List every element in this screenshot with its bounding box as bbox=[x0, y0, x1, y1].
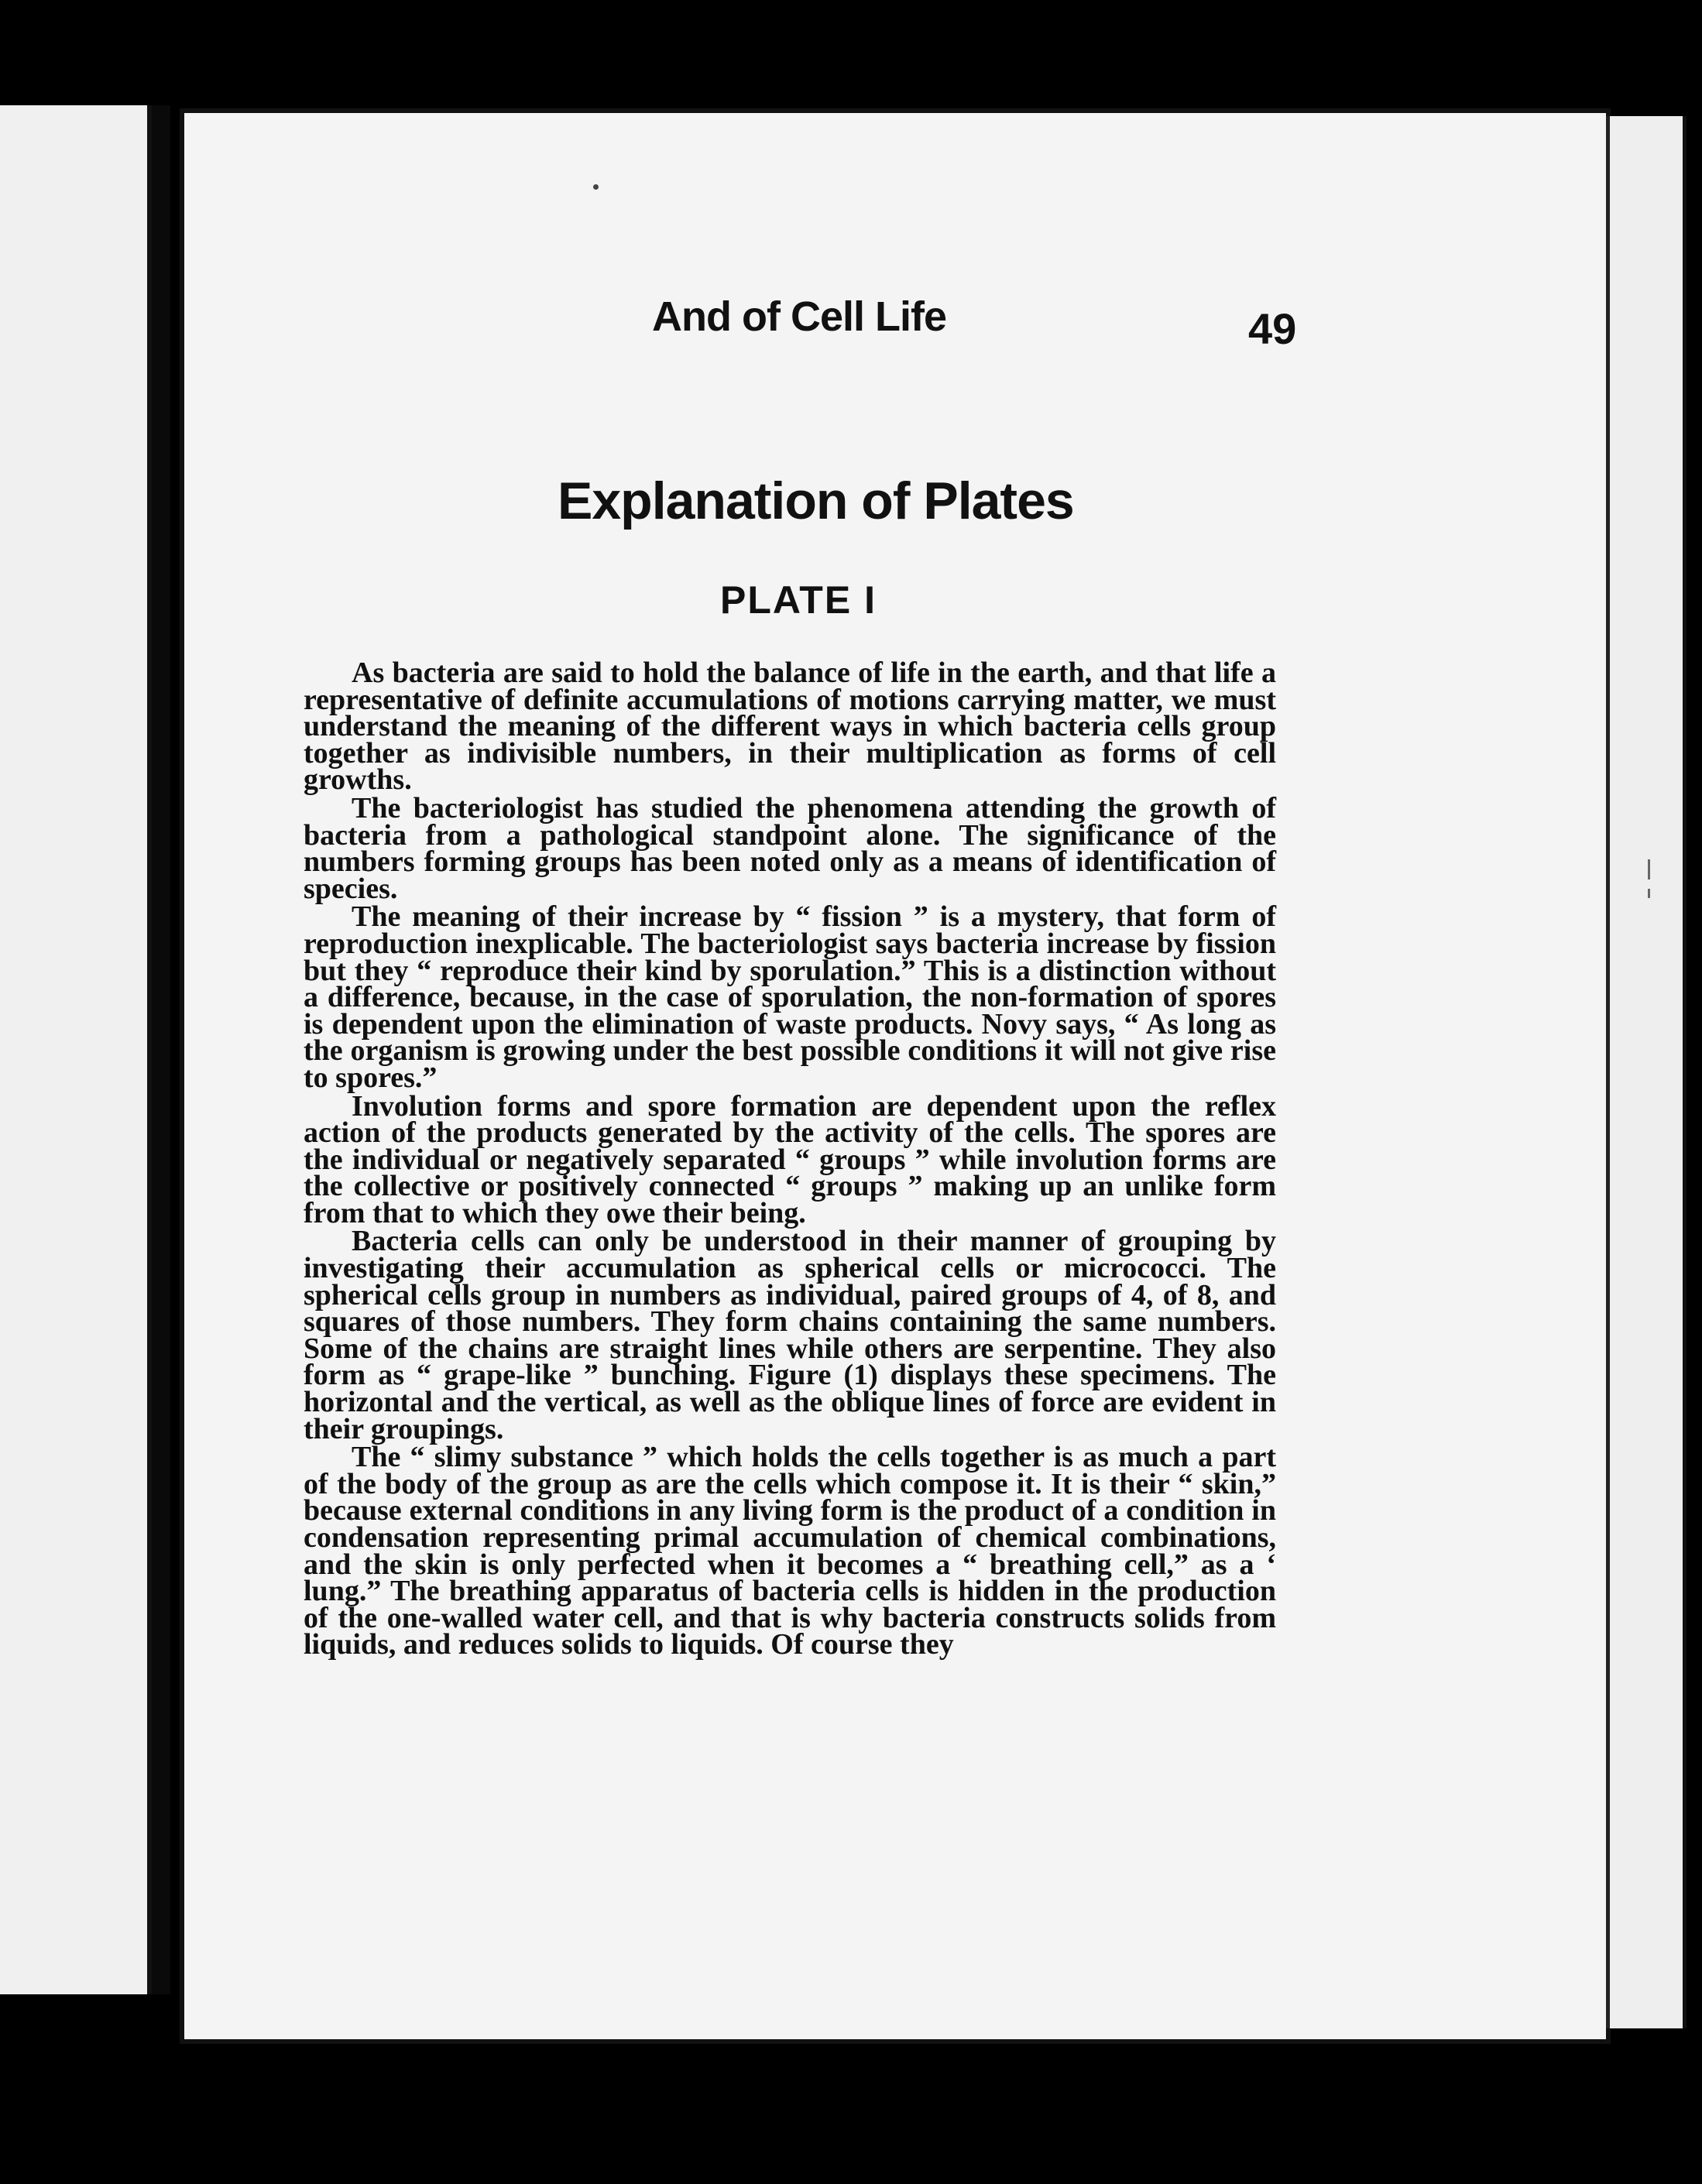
right-page-edge bbox=[1606, 116, 1687, 2028]
left-page-edge bbox=[0, 105, 152, 1994]
running-head: And of Cell Life bbox=[652, 293, 946, 340]
paragraph: The bacteriologist has studied the phenomena attending the growth of bacteria from a pathological standpoint alone. The significance of the numbers forming groups has been noted only as a means of identification of species. bbox=[304, 791, 1276, 905]
plate-heading: PLATE I bbox=[720, 578, 877, 622]
paragraph: Bacteria cells can only be understood in their manner of grouping by investigating their accumulation as spherical cells or micrococci. The spherical cells group in numbers as individual, paired groups of 4, of 8, and squares of those numbers. They form chains containing the same numbers. Some of the chains are straight lines while others are serpentine. They also form as “ grape-like ” bunching. Figure (1) displays these specimens. The horizontal and the vertical, as well as the oblique lines of force are evident in their groupings. bbox=[304, 1225, 1276, 1445]
edge-mark bbox=[1648, 889, 1650, 898]
paragraph: The meaning of their increase by “ fission ” is a mystery, that form of reproduction inexplicable. The bacteriologist says bacteria increase by fission but they “ reproduce their kind by sporulation.” This is a distinction without a difference, because, in the case of sporulation, the non-formation of spores is dependent upon the elimination of waste products. Novy says, “ As long as the organism is growing under the best possible conditions it will not give rise to spores.” bbox=[304, 900, 1276, 1094]
paragraph: As bacteria are said to hold the balance of life in the earth, and that life a representative of definite accumulations of motions carrying matter, we must understand the meaning of the different ways in which bacteria cells group together as indivisible numbers, in their multiplication as forms of cell growths. bbox=[304, 657, 1276, 797]
page-title: Explanation of Plates bbox=[558, 471, 1074, 530]
body-text bbox=[304, 657, 1276, 1661]
page-number: 49 bbox=[1248, 304, 1297, 353]
gutter-shadow bbox=[152, 105, 170, 1994]
paragraph: The “ slimy substance ” which holds the cells together is as much a part of the body of the group as are the cells which compose it. It is their “ skin,” because external conditions in any living form is the product of a condition in condensation representing primal accumulation of chemical combinations, and the skin is only perfected when it becomes a “ breathing cell,” as a ‘ lung.” The breathing apparatus of bacteria cells is hidden in the production of the one-walled water cell, and that is why bacteria constructs solids from liquids, and reduces solids to liquids. Of course they bbox=[304, 1441, 1276, 1661]
page-dot bbox=[593, 184, 599, 190]
edge-mark bbox=[1648, 859, 1650, 879]
paragraph: Involution forms and spore formation are dependent upon the reflex action of the products generated by the activity of the cells. The spores are the individual or negatively separated “ groups ” while involution forms are the collective or positively connected “ groups ” making up an unlike form from that to which they owe their being. bbox=[304, 1089, 1276, 1229]
